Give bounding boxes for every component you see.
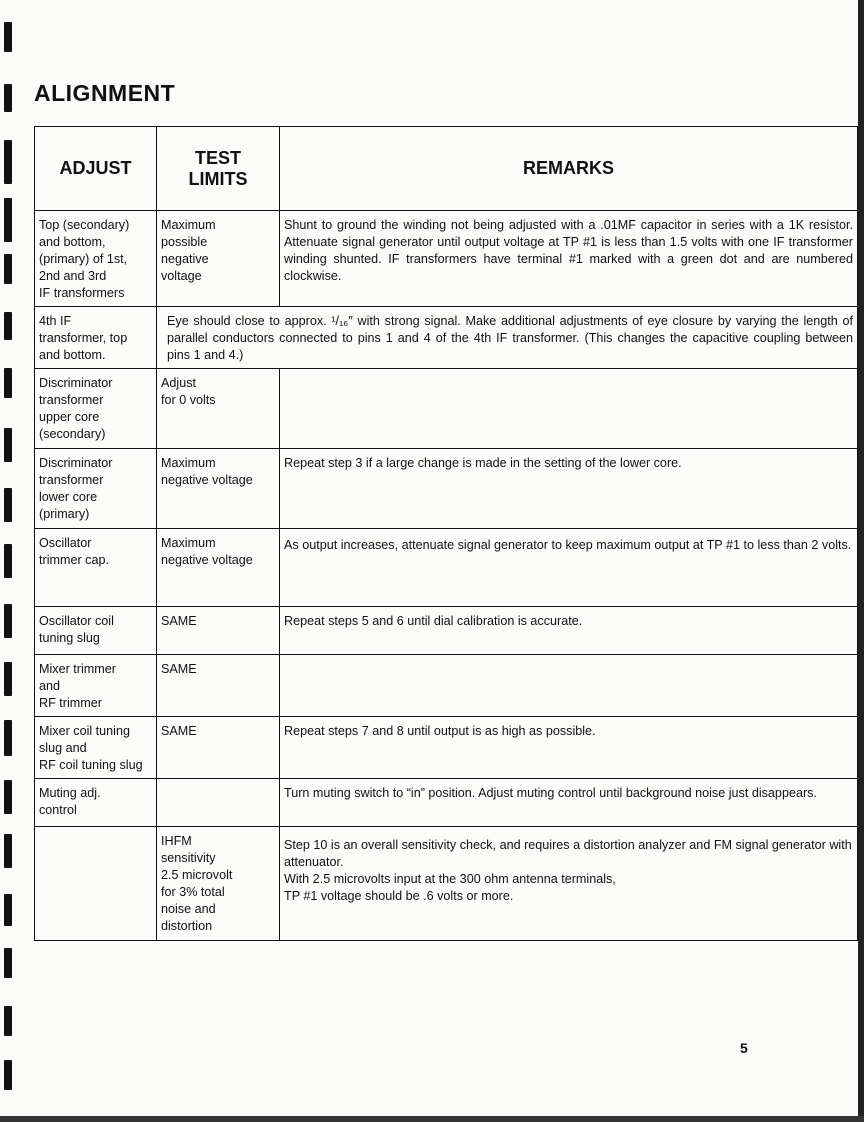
limits-text: voltage bbox=[161, 269, 202, 283]
adjust-text: (primary) of 1st, bbox=[39, 252, 128, 266]
remarks-cell: Shunt to ground the winding not being adjusted with a .01MF capacitor in series with a 1K resistor. Attenuate signal generator until output voltage at TP #1 is less than 1.5 volts with one IF transformer winding shunted. IF transformers have terminal #1 marked with a green dot and are numbered clockwise. bbox=[280, 211, 858, 307]
remarks-cell: As output increases, attenuate signal generator to keep maximum output at TP #1 to less than 2 volts. bbox=[280, 529, 858, 607]
adjust-cell bbox=[35, 307, 157, 369]
binder-punch-mark bbox=[4, 1060, 12, 1090]
adjust-text: tuning slug bbox=[39, 631, 100, 645]
adjust-text: (secondary) bbox=[39, 427, 106, 441]
adjust-text: Mixer trimmer bbox=[39, 662, 116, 676]
adjust-text: trimmer cap. bbox=[39, 553, 109, 567]
adjust-text: 4th IF bbox=[39, 314, 72, 328]
adjust-text: RF coil tuning slug bbox=[39, 758, 143, 772]
adjust-text: lower core bbox=[39, 490, 98, 504]
limits-text: sensitivity bbox=[161, 851, 216, 865]
limits-text: negative bbox=[161, 252, 209, 266]
limits-cell bbox=[157, 607, 280, 655]
binder-punch-mark bbox=[4, 948, 12, 978]
page-right-edge bbox=[858, 0, 864, 1122]
table-row bbox=[35, 529, 858, 607]
remarks-cell: Repeat steps 5 and 6 until dial calibration is accurate. bbox=[280, 607, 858, 655]
binder-punch-mark bbox=[4, 1006, 12, 1036]
limits-cell bbox=[157, 827, 280, 941]
table-row bbox=[35, 717, 858, 779]
limits-cell bbox=[157, 779, 280, 827]
table-row bbox=[35, 655, 858, 717]
adjust-cell bbox=[35, 717, 157, 779]
limits-text: distortion bbox=[161, 919, 213, 933]
remarks-cell bbox=[280, 655, 858, 717]
adjust-cell bbox=[35, 655, 157, 717]
binder-punch-mark bbox=[4, 544, 12, 578]
binder-punch-mark bbox=[4, 22, 12, 52]
table-row bbox=[35, 827, 858, 941]
page-bottom-edge bbox=[0, 1116, 864, 1122]
binder-punch-mark bbox=[4, 720, 12, 756]
limits-text: negative voltage bbox=[161, 553, 253, 567]
adjust-text: transformer bbox=[39, 473, 104, 487]
binder-punch-mark bbox=[4, 198, 12, 242]
adjust-text: Discriminator bbox=[39, 376, 113, 390]
binder-punch-mark bbox=[4, 428, 12, 462]
header-test-limits-line2: LIMITS bbox=[188, 168, 248, 189]
adjust-text: (primary) bbox=[39, 507, 90, 521]
adjust-text: slug and bbox=[39, 741, 87, 755]
limits-text: Adjust bbox=[161, 376, 197, 390]
table-row bbox=[35, 779, 858, 827]
adjust-cell bbox=[35, 529, 157, 607]
adjust-cell bbox=[35, 211, 157, 307]
remarks-cell bbox=[280, 369, 858, 449]
header-adjust: ADJUST bbox=[35, 127, 157, 211]
binder-punch-mark bbox=[4, 780, 12, 814]
limits-cell bbox=[157, 211, 280, 307]
adjust-cell bbox=[35, 369, 157, 449]
limits-cell bbox=[157, 717, 280, 779]
adjust-text: transformer bbox=[39, 393, 104, 407]
limits-cell bbox=[157, 655, 280, 717]
binder-punch-mark bbox=[4, 604, 12, 638]
adjust-text: Mixer coil tuning bbox=[39, 724, 130, 738]
limits-text: IHFM bbox=[161, 834, 192, 848]
adjust-text: IF transformers bbox=[39, 286, 125, 300]
table-row bbox=[35, 211, 858, 307]
binder-punch-mark bbox=[4, 140, 12, 184]
remarks-text: With 2.5 microvolts input at the 300 ohm antenna terminals, bbox=[284, 872, 616, 886]
table-header-row bbox=[35, 127, 858, 211]
limits-text: SAME bbox=[161, 724, 197, 738]
binder-punch-mark bbox=[4, 312, 12, 340]
adjust-text: control bbox=[39, 803, 77, 817]
adjust-text: 2nd and 3rd bbox=[39, 269, 107, 283]
header-test-limits-line1: TEST bbox=[194, 147, 241, 168]
limits-cell bbox=[157, 529, 280, 607]
limits-text: noise and bbox=[161, 902, 216, 916]
limits-text: 2.5 microvolt bbox=[161, 868, 233, 882]
limits-text: Maximum bbox=[161, 218, 216, 232]
header-test-limits bbox=[157, 127, 280, 211]
limits-text: Maximum bbox=[161, 456, 216, 470]
remarks-cell-spanning: Eye should close to approx. ¹/₁₆″ with strong signal. Make additional adjustments of eye closure by varying the length of parallel conductors connected to pins 1 and 4 of the 4th IF transformer. (This changes the capacitive coupling between pins 1 and 4.) bbox=[157, 307, 858, 369]
adjust-text: and bottom, bbox=[39, 235, 106, 249]
limits-text: negative voltage bbox=[161, 473, 253, 487]
table-row bbox=[35, 307, 858, 369]
adjust-cell bbox=[35, 827, 157, 941]
adjust-text: Oscillator coil bbox=[39, 614, 114, 628]
adjust-cell bbox=[35, 607, 157, 655]
limits-cell bbox=[157, 369, 280, 449]
limits-text: SAME bbox=[161, 662, 197, 676]
binder-punch-mark bbox=[4, 254, 12, 284]
table-row bbox=[35, 449, 858, 529]
binder-punch-mark bbox=[4, 488, 12, 522]
remarks-text: TP #1 voltage should be .6 volts or more. bbox=[284, 889, 514, 903]
adjust-cell bbox=[35, 779, 157, 827]
adjust-cell bbox=[35, 449, 157, 529]
adjust-text: Muting adj. bbox=[39, 786, 101, 800]
limits-text: possible bbox=[161, 235, 208, 249]
remarks-cell: Repeat steps 7 and 8 until output is as high as possible. bbox=[280, 717, 858, 779]
page-number: 5 bbox=[740, 1040, 748, 1056]
limits-text: for 3% total bbox=[161, 885, 225, 899]
adjust-text: transformer, top bbox=[39, 331, 128, 345]
binder-punch-mark bbox=[4, 894, 12, 926]
adjust-text: RF trimmer bbox=[39, 696, 102, 710]
binder-punch-mark bbox=[4, 84, 12, 112]
binder-punch-mark bbox=[4, 834, 12, 868]
binder-punch-mark bbox=[4, 662, 12, 696]
binder-punch-mark bbox=[4, 368, 12, 398]
alignment-table bbox=[34, 126, 858, 941]
remarks-text: Step 10 is an overall sensitivity check, and requires a distortion analyzer and FM signal generator with attenuator. bbox=[284, 838, 852, 869]
adjust-text: Oscillator bbox=[39, 536, 92, 550]
page-title: ALIGNMENT bbox=[34, 80, 176, 106]
limits-text: SAME bbox=[161, 614, 197, 628]
table-row bbox=[35, 607, 858, 655]
limits-cell bbox=[157, 449, 280, 529]
adjust-text: Top (secondary) bbox=[39, 218, 130, 232]
adjust-text: upper core bbox=[39, 410, 100, 424]
remarks-cell bbox=[280, 827, 858, 941]
table-row bbox=[35, 369, 858, 449]
remarks-cell: Repeat step 3 if a large change is made in the setting of the lower core. bbox=[280, 449, 858, 529]
limits-text: for 0 volts bbox=[161, 393, 216, 407]
adjust-text: and bbox=[39, 679, 61, 693]
adjust-text: Discriminator bbox=[39, 456, 113, 470]
header-remarks: REMARKS bbox=[280, 127, 858, 211]
limits-text: Maximum bbox=[161, 536, 216, 550]
adjust-text: and bottom. bbox=[39, 348, 106, 362]
remarks-cell: Turn muting switch to “in” position. Adjust muting control until background noise just disappears. bbox=[280, 779, 858, 827]
